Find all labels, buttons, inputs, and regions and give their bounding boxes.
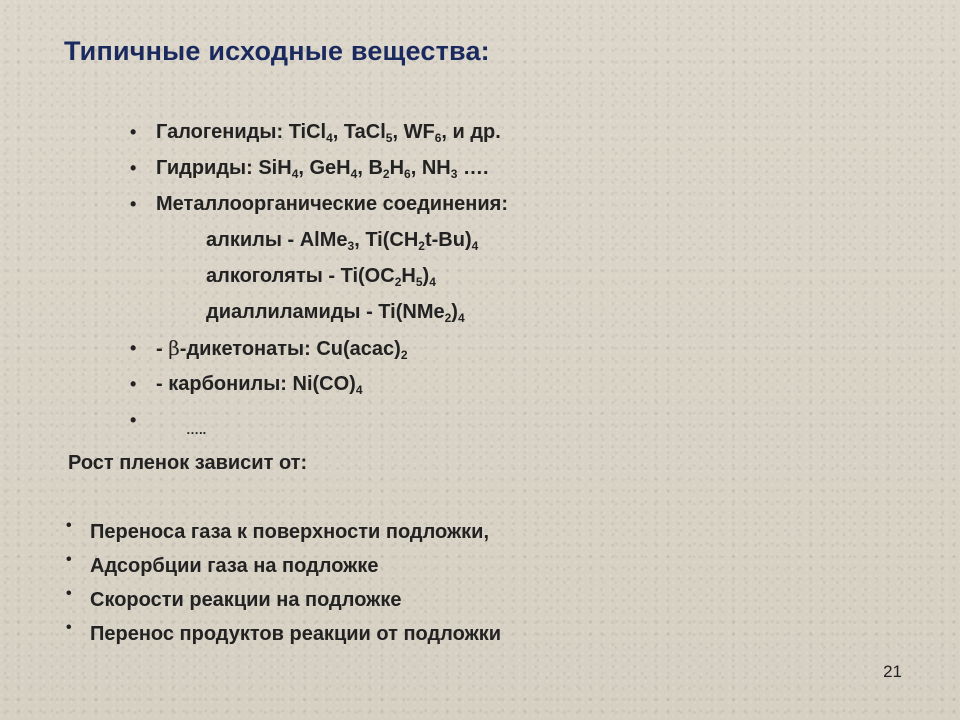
alkyls-text: алкилы - AlMe$_3$, $Ti(CH_2t-Bu)_4$ xyxy=(206,229,479,253)
diketonates-text: - β-дикетонаты: $Cu(acac)_2$ xyxy=(156,336,408,362)
list-item xyxy=(66,617,501,651)
list-item-text: Перенос продуктов реакции от подложки xyxy=(90,623,502,645)
list-item-text: Адсорбции газа на подложке xyxy=(90,555,379,577)
list-item-hydrides xyxy=(130,150,508,186)
ellipsis-text: ….. xyxy=(186,422,207,437)
sub-item-alkoxides xyxy=(130,258,508,294)
list-item-text: Скорости реакции на подложке xyxy=(90,589,402,611)
list-item-halides xyxy=(130,114,508,150)
bullet-icon: • xyxy=(66,619,72,636)
list-item xyxy=(66,583,501,617)
carbonyls-text: - карбонилы: $Ni(CO)_4$ xyxy=(156,373,363,397)
beta-symbol: β xyxy=(168,336,180,360)
list-item xyxy=(66,515,501,549)
diallylamides-text: диаллиламиды - $Ti(NMe_2)_4$ xyxy=(206,301,465,325)
bullet-icon: • xyxy=(66,585,72,602)
list-item-diketonates xyxy=(130,330,508,366)
alkoxides-text: алкоголяты - $Ti(OC_2H_5)_4$ xyxy=(206,265,436,289)
bullet-icon: • xyxy=(66,551,72,568)
bullet-icon: • xyxy=(130,338,137,358)
list-item-ellipsis xyxy=(130,402,508,438)
sub-item-alkyls xyxy=(130,222,508,258)
page-number: 21 xyxy=(883,662,902,681)
list-item-text: Переноса газа к поверхности подложки, xyxy=(90,521,490,543)
slide-title: Типичные исходные вещества: xyxy=(64,36,490,66)
bullet-icon: • xyxy=(66,517,72,534)
materials-list xyxy=(130,114,508,438)
bullet-icon: • xyxy=(130,158,137,178)
bullet-icon: • xyxy=(130,410,137,430)
bullet-icon: • xyxy=(130,194,137,214)
bullet-icon: • xyxy=(130,374,137,394)
growth-factors-list xyxy=(66,515,501,651)
hydrides-text: Гидриды: SiH$_4$, GeH$_4$, $B_2H_6$, $NH_3$ …. xyxy=(156,157,489,181)
halides-text: Галогениды: TiCl$_4$, TaCl$_5$, $WF_6$, и др. xyxy=(156,121,501,145)
growth-heading: Рост пленок зависит от: xyxy=(68,452,308,474)
sub-item-diallylamides xyxy=(130,294,508,330)
list-item-carbonyls xyxy=(130,366,508,402)
list-item-organometallic xyxy=(130,186,508,222)
bullet-icon: • xyxy=(130,122,137,142)
organometallic-text: Металлоорганические соединения: xyxy=(156,193,509,215)
list-item xyxy=(66,549,501,583)
